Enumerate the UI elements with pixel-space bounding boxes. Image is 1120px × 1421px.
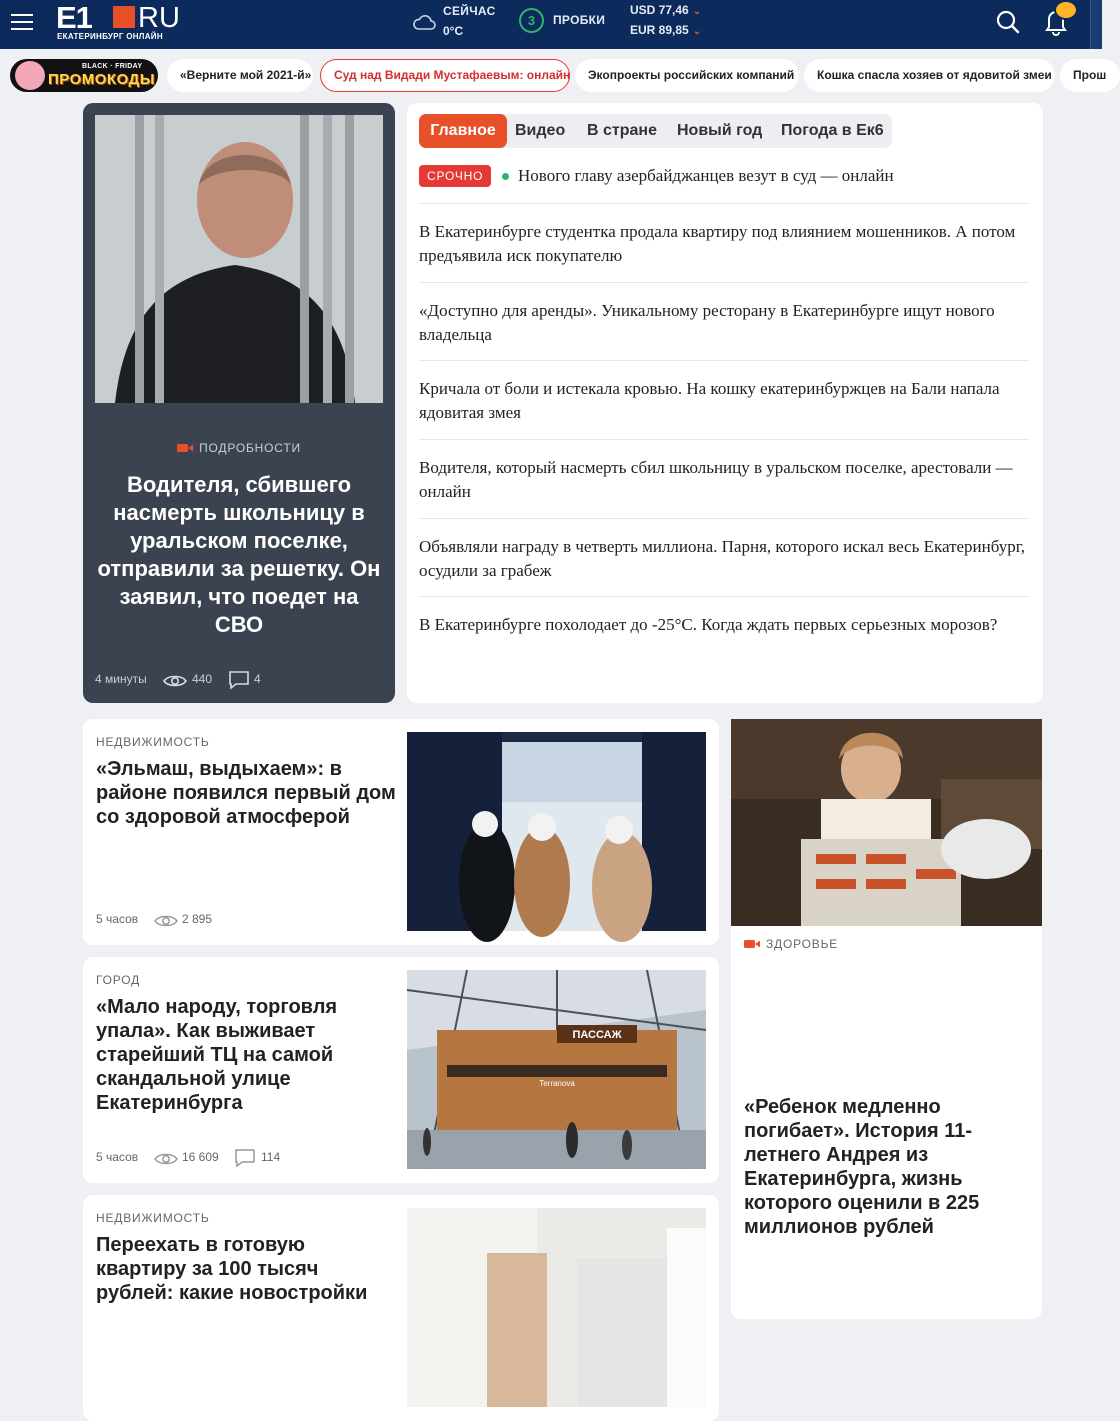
feature-rubric-label: ПОДРОБНОСТИ xyxy=(199,441,301,455)
video-camera-icon xyxy=(744,939,760,949)
site-logo[interactable] xyxy=(56,2,196,42)
card-photo xyxy=(407,732,706,931)
news-list-item[interactable]: В Екатеринбурге похолодает до -25°С. Когда ждать первых серьезных морозов? xyxy=(419,596,1029,637)
side-card-rubric xyxy=(744,937,838,951)
usd-rate xyxy=(630,3,701,17)
promo-codes-chip[interactable] xyxy=(10,59,158,92)
news-card[interactable] xyxy=(83,719,719,945)
weather-temp: 0°С xyxy=(443,24,464,38)
traffic-score-badge: 3 xyxy=(519,8,544,33)
card-rubric: ГОРОД xyxy=(96,973,141,987)
tab-video[interactable]: Видео xyxy=(515,122,566,139)
menu-icon[interactable] xyxy=(11,13,33,31)
main-feature-card[interactable] xyxy=(83,103,395,703)
card-title[interactable]: «Мало народу, торговля упала». Как выживает старейший ТЦ на самой скандальной улице Екатеринбурга xyxy=(96,996,338,1114)
weather-widget[interactable] xyxy=(410,4,510,44)
user-avatar[interactable] xyxy=(1090,0,1102,49)
views-count: 2 895 xyxy=(182,912,213,926)
side-card-photo xyxy=(731,719,1042,926)
publish-time: 5 часов xyxy=(96,912,139,926)
pig-mascot-icon xyxy=(15,61,45,90)
video-camera-icon xyxy=(177,443,193,453)
eye-icon xyxy=(163,671,187,691)
eye-icon xyxy=(154,1149,178,1169)
promo-main-label: ПРОМОКОДЫ xyxy=(48,71,155,88)
urgent-badge: СРОЧНО xyxy=(419,165,491,187)
logo-ru-text: RU xyxy=(138,2,180,34)
views-count: 16 609 xyxy=(182,1150,219,1164)
chevron-down-icon: ⌄ xyxy=(692,6,702,17)
topic-chip[interactable]: Кошка спасла хозяев от ядовитой змеи xyxy=(804,59,1055,92)
feature-title[interactable]: Водителя, сбившего насмерть школьницу в уральском поселке, отправили за решетку. Он заявил, что поедет на СВО xyxy=(97,472,381,637)
comments-count: 114 xyxy=(261,1150,281,1164)
tab-country[interactable]: В стране xyxy=(587,122,657,139)
comment-icon xyxy=(235,1148,255,1168)
weather-label: СЕЙЧАС xyxy=(443,4,496,18)
eur-rate xyxy=(630,23,701,37)
usd-rate-value: USD 77,46 xyxy=(630,3,689,17)
news-feed-panel xyxy=(407,103,1043,703)
side-card-title[interactable]: «Ребенок медленно погибает». История 11-летнего Андрея из Екатеринбурга, жизнь которого оценили в 225 миллионов рублей xyxy=(744,1096,980,1238)
hot-topics-bar xyxy=(0,55,1107,97)
topic-chip[interactable]: Прош xyxy=(1060,59,1120,92)
card-photo xyxy=(407,1208,706,1407)
urgent-news-row[interactable] xyxy=(419,163,1029,191)
news-card[interactable] xyxy=(83,957,719,1183)
logo-subtitle: ЕКАТЕРИНБУРГ ОНЛАЙН xyxy=(57,32,163,41)
eye-icon xyxy=(154,911,178,931)
topic-chip[interactable]: Экопроекты российских компаний xyxy=(575,59,799,92)
mall-sign: ПАССАЖ xyxy=(572,1029,622,1041)
feature-rubric xyxy=(83,441,395,455)
news-card[interactable] xyxy=(83,1195,719,1421)
news-list-item[interactable]: «Доступно для аренды». Уникальному ресторану в Екатеринбурге ищут нового владельца xyxy=(419,282,1029,347)
comments-count: 4 xyxy=(254,672,261,686)
publish-time: 4 минуты xyxy=(95,672,147,686)
logo-e1-text: E1 xyxy=(56,0,92,35)
feature-photo xyxy=(95,115,383,403)
notification-badge xyxy=(1054,0,1078,20)
card-title[interactable]: Переехать в готовую квартиру за 100 тысяч рублей: какие новостройки xyxy=(96,1234,368,1304)
traffic-label: ПРОБКИ xyxy=(553,13,606,27)
promo-top-label: BLACK · FRIDAY xyxy=(82,63,143,70)
top-header xyxy=(0,0,1102,49)
live-dot-icon xyxy=(502,173,509,180)
tab-new-year[interactable]: Новый год xyxy=(677,122,763,139)
publish-time: 5 часов xyxy=(96,1150,139,1164)
topic-chip[interactable]: «Верните мой 2021-й» xyxy=(167,59,313,92)
eur-rate-value: EUR 89,85 xyxy=(630,23,689,37)
views-count: 440 xyxy=(192,672,213,686)
card-rubric: НЕДВИЖИМОСТЬ xyxy=(96,1211,210,1225)
side-card-rubric-label: ЗДОРОВЬЕ xyxy=(766,937,839,951)
news-list-item[interactable]: Объявляли награду в четверть миллиона. Парня, которого искал весь Екатеринбург, осудили за грабеж xyxy=(419,518,1029,583)
news-list-item[interactable]: В Екатеринбурге студентка продала квартиру под влиянием мошенников. А потом предъявила иск покупателю xyxy=(419,203,1029,268)
tab-weather[interactable]: Погода в Ек6 xyxy=(781,122,884,139)
cloud-icon xyxy=(412,13,436,31)
news-list-item[interactable]: Водителя, который насмерть сбил школьницу в уральском поселке, арестовали — онлайн xyxy=(419,439,1029,504)
search-icon[interactable] xyxy=(995,9,1021,35)
tab-main[interactable]: Главное xyxy=(419,114,507,148)
comment-icon xyxy=(229,670,249,690)
topic-chip-live[interactable]: Суд над Видади Мустафаевым: онлайн xyxy=(320,59,570,92)
card-title[interactable]: «Эльмаш, выдыхаем»: в районе появился первый дом со здоровой атмосферой xyxy=(96,758,396,828)
card-photo xyxy=(407,970,706,1169)
feed-tabs xyxy=(419,114,892,148)
urgent-headline: Нового главу азербайджанцев везут в суд — онлайн xyxy=(518,166,894,185)
news-list-item[interactable]: Кричала от боли и истекала кровью. На кошку екатеринбуржцев на Бали напала ядовитая змея xyxy=(419,360,1029,425)
chevron-down-icon: ⌄ xyxy=(692,26,702,37)
card-rubric: НЕДВИЖИМОСТЬ xyxy=(96,735,210,749)
side-news-card[interactable] xyxy=(731,719,1042,1319)
store-sign: Terranova xyxy=(539,1079,575,1088)
logo-square xyxy=(113,6,135,28)
